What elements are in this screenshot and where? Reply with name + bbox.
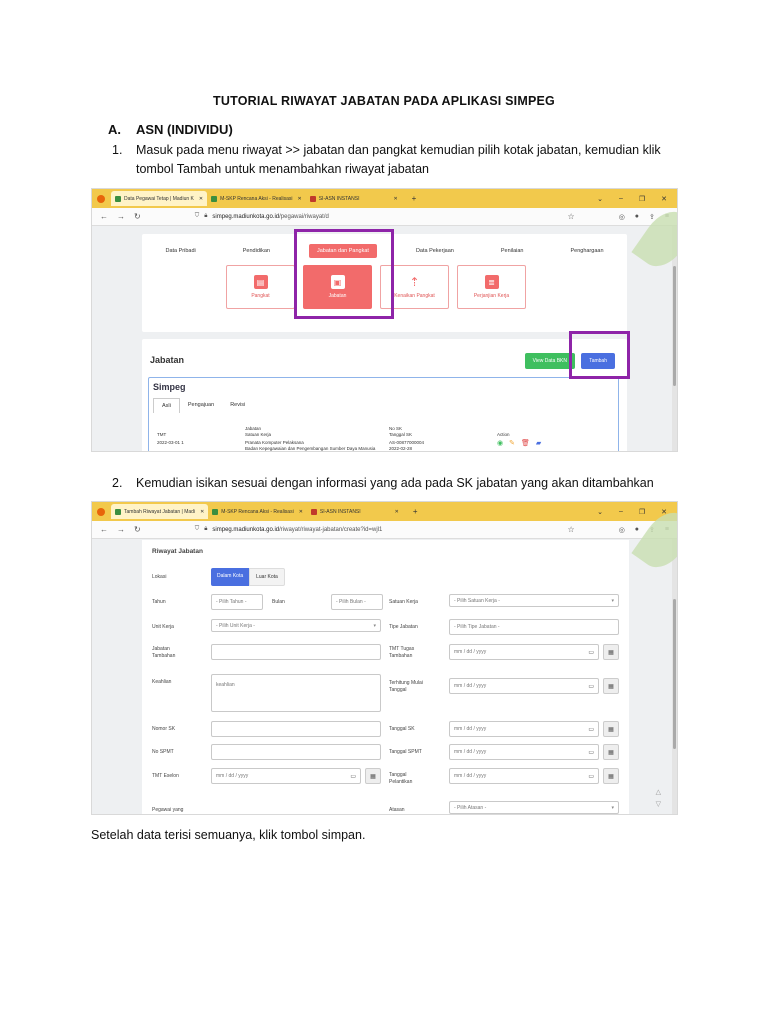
simpeg-title: Simpeg (153, 382, 186, 392)
new-tab-icon[interactable]: + (411, 194, 417, 203)
label-terhitung-mulai-tanggal: Terhitung Mulai Tanggal (389, 680, 423, 693)
firefox-icon (97, 195, 105, 203)
step-2 (112, 474, 692, 493)
highlight-jabatan (294, 229, 394, 319)
dalam-kota-button[interactable]: Dalam Kota (211, 568, 249, 586)
step-2-text: Kemudian isikan sesuai dengan informasi yang ada pada SK jabatan yang akan ditambahkan (136, 476, 654, 490)
tab-data-pekerjaan[interactable]: Data Pekerjaan (415, 248, 454, 254)
browser-tab[interactable]: M-SKP Rencana Aksi - Realisasi ✕ (207, 191, 306, 206)
tab-jabatan-dan-pangkat[interactable]: Jabatan dan Pangkat (309, 244, 377, 258)
pocket-icon[interactable]: ◎ (618, 213, 625, 221)
calendar-button[interactable]: ▦ (603, 721, 619, 737)
label-tipe-jabatan: Tipe Jabatan (389, 624, 418, 630)
new-tab-icon[interactable]: + (412, 507, 418, 516)
shield-icon: ⛉ (194, 213, 200, 219)
calendar-button[interactable]: ▦ (603, 744, 619, 760)
close-icon[interactable]: ✕ (297, 195, 302, 202)
pocket-icon[interactable]: ◎ (618, 526, 625, 534)
label-keahlian: Keahlian (152, 679, 172, 685)
favicon-icon (310, 196, 316, 202)
nav-buttons (92, 212, 149, 221)
browser-tab[interactable]: SI-ASN INSTANSI ✕ (307, 504, 403, 519)
unit-kerja-select[interactable]: - Pilih Unit Kerja - ▾ (211, 619, 381, 632)
tab-pengajuan[interactable]: Pengajuan (187, 402, 215, 408)
label-satuan-kerja: Satuan Kerja (389, 599, 418, 605)
view-data-bkn-button[interactable]: View Data BKN (525, 353, 575, 369)
screenshot-riwayat-jabatan (91, 188, 678, 452)
label-tmt-tugas-tambahan: TMT Tugas Tambahan (389, 646, 415, 659)
calendar-icon[interactable]: ▭ (588, 773, 594, 780)
scrollbar[interactable] (672, 539, 677, 814)
firefox-icon (97, 508, 105, 516)
forward-icon[interactable]: → (117, 212, 125, 221)
section-heading (108, 122, 233, 137)
jabatan-tambahan-input[interactable] (211, 644, 381, 660)
screenshot-form-riwayat-jabatan (91, 501, 678, 815)
tab-penilaian[interactable]: Penilaian (500, 248, 524, 254)
tmt-tugas-tambahan-date[interactable]: mm / dd / yyyy ▭ (449, 644, 599, 660)
browser-tabbar (92, 502, 677, 521)
keahlian-textarea[interactable]: keahlian (211, 674, 381, 712)
label-tanggal-spmt: Tanggal SPMT (389, 749, 422, 755)
nav-buttons (92, 525, 149, 534)
step-2-number: 2. (112, 476, 123, 490)
address-field[interactable]: ⛉ 🔒︎ simpeg.madiunkota.go.id/riwayat/riwayat-jabatan/create?id=wjl1 ☆ (194, 525, 575, 534)
chevron-down-icon[interactable]: ⌄ (597, 195, 603, 203)
tahun-select[interactable]: - Pilih Tahun - (211, 594, 263, 610)
calendar-icon[interactable]: ▭ (588, 726, 594, 733)
tab-revisi[interactable]: Revisi (230, 402, 246, 408)
tile-jabatan[interactable]: ▣ Jabatan (303, 265, 372, 309)
browser-tab[interactable]: Data Pegawai Tetap | Madiun K ✕ (111, 191, 207, 206)
badge-icon: ▣ (331, 275, 345, 289)
tanggal-spmt-date[interactable]: mm / dd / yyyy ▭ (449, 744, 599, 760)
chevron-down-icon[interactable]: ⌄ (597, 508, 603, 516)
calendar-icon[interactable]: ▭ (350, 773, 356, 780)
atasan-select[interactable]: - Pilih Atasan - ▾ (449, 801, 619, 814)
calendar-button[interactable]: ▦ (365, 768, 381, 784)
step-1-text: Masuk pada menu riwayat >> jabatan dan pangkat kemudian pilih kotak jabatan, kemudian klik tombol Tambah untuk menambahkan riwayat jabatan (136, 143, 661, 176)
star-icon[interactable]: ☆ (567, 212, 575, 221)
terhitung-mulai-date[interactable]: mm / dd / yyyy ▭ (449, 678, 599, 694)
favicon-icon (115, 509, 121, 515)
row-actions (497, 439, 541, 447)
calendar-button[interactable]: ▦ (603, 768, 619, 784)
extension-icon[interactable]: ● (634, 525, 640, 533)
browser-tab[interactable]: SI-ASN INSTANSI ✕ (306, 191, 402, 206)
label-tahun: Tahun (152, 599, 166, 605)
tambah-button[interactable]: Tambah (581, 353, 615, 369)
document-icon: ≣ (485, 275, 499, 289)
luar-kota-button[interactable]: Luar Kota (249, 568, 285, 586)
lock-icon: 🔒︎ (204, 526, 208, 532)
restore-icon[interactable]: ❐ (638, 195, 646, 203)
tipe-jabatan-select[interactable]: - Pilih Tipe Jabatan - (449, 619, 619, 635)
tile-pangkat[interactable]: ▤ Pangkat (226, 265, 295, 309)
form-title: Riwayat Jabatan (152, 548, 203, 555)
closing-text: Setelah data terisi semuanya, klik tombol simpan. (91, 828, 366, 842)
browser-tabbar (92, 189, 677, 208)
browser-tab[interactable]: M-SKP Rencana Aksi - Realisasi ✕ (208, 504, 307, 519)
reload-icon[interactable]: ↻ (134, 212, 141, 221)
eye-icon[interactable]: ◉ (497, 440, 504, 447)
jabatan-card (142, 339, 627, 452)
pencil-icon[interactable]: ✎ (509, 440, 515, 447)
lock-icon: 🔒︎ (204, 213, 208, 219)
calendar-icon[interactable]: ▭ (588, 749, 594, 756)
reload-icon[interactable]: ↻ (134, 525, 141, 534)
section-title: ASN (INDIVIDU) (136, 122, 233, 137)
triangle-up-icon[interactable]: △ (655, 789, 661, 796)
id-card-icon: ▤ (254, 275, 268, 289)
url-bar (92, 208, 677, 226)
share-icon[interactable]: ⇪ (649, 213, 655, 221)
forward-icon[interactable]: → (117, 525, 125, 534)
calendar-button[interactable]: ▦ (603, 678, 619, 694)
document-title: TUTORIAL RIWAYAT JABATAN PADA APLIKASI SIMPEG (213, 94, 555, 108)
minimize-icon[interactable]: – (618, 507, 623, 515)
chat-icon[interactable]: ▰ (535, 440, 542, 447)
tile-kenaikan-pangkat[interactable]: ⇡ Kenaikan Pangkat (380, 265, 449, 309)
no-spmt-input[interactable] (211, 744, 381, 760)
satuan-kerja-select[interactable]: - Pilih Satuan Kerja - ▾ (449, 594, 619, 607)
close-icon[interactable]: ✕ (198, 195, 204, 202)
label-lokasi: Lokasi (152, 574, 167, 580)
tmt-eselon-date[interactable]: mm / dd / yyyy ▭ (211, 768, 361, 784)
window-controls (597, 195, 677, 203)
step-1 (112, 141, 692, 179)
label-no-spmt: No SPMT (152, 749, 174, 755)
tab-pendidikan[interactable]: Pendidikan (242, 248, 270, 254)
sort-up-icon: ⇡ (409, 275, 420, 289)
back-icon[interactable]: ← (100, 212, 108, 221)
simpeg-tabs (153, 398, 253, 413)
form-riwayat-jabatan (142, 540, 629, 815)
highlight-tambah (569, 331, 630, 379)
tab-data-pribadi[interactable]: Data Pribadi (165, 248, 196, 254)
url-bar (92, 521, 677, 539)
label-atasan: Atasan (389, 807, 405, 813)
nomor-sk-input[interactable] (211, 721, 381, 737)
close-icon[interactable]: ✕ (661, 508, 667, 516)
address-field[interactable]: ⛉ 🔒︎ simpeg.madiunkota.go.id/pegawai/riwayat/d ☆ (194, 212, 575, 221)
favicon-icon (311, 509, 317, 515)
label-tanggal-sk: Tanggal SK (389, 726, 415, 732)
bulan-select[interactable]: - Pilih Bulan - (331, 594, 383, 610)
label-bulan: Bulan (272, 599, 285, 605)
calendar-icon[interactable]: ▭ (588, 683, 594, 690)
close-icon[interactable]: ✕ (298, 508, 303, 515)
tanggal-pelantikan-date[interactable]: mm / dd / yyyy ▭ (449, 768, 599, 784)
label-unit-kerja: Unit Kerja (152, 624, 174, 630)
back-icon[interactable]: ← (100, 525, 108, 534)
label-tmt-eselon: TMT Eselon (152, 773, 179, 779)
favicon-icon (212, 509, 218, 515)
step-1-number: 1. (112, 143, 123, 157)
browser-tab[interactable]: Tambah Riwayat Jabatan | Madi ✕ (111, 504, 208, 519)
jabatan-title: Jabatan (150, 355, 185, 365)
simpeg-panel: Simpeg Asli Pengajuan Revisi TMT Jabatan Satuan Kerja No SK Tanggal SK Action 2022-03-01 1 Pranata Komputer Pelaksana Badan Kepegawaian dan Pengembangan Sumber Daya Manusia AS-00877000004 2022-02-28 ◉ ✎ 🗑︎ ▰ (148, 377, 619, 452)
tab-penghargaan[interactable]: Penghargaan (570, 248, 604, 254)
close-icon[interactable]: ✕ (661, 195, 667, 203)
restore-icon[interactable]: ❐ (638, 508, 646, 516)
lokasi-toggle (211, 568, 285, 586)
tanggal-sk-date[interactable]: mm / dd / yyyy ▭ (449, 721, 599, 737)
favicon-icon (211, 196, 217, 202)
triangle-down-icon[interactable]: ▽ (655, 801, 661, 808)
close-icon[interactable]: ✕ (394, 508, 399, 515)
favicon-icon (115, 196, 121, 202)
star-icon[interactable]: ☆ (567, 525, 575, 534)
minimize-icon[interactable]: – (618, 194, 623, 202)
trash-icon[interactable]: 🗑︎ (520, 440, 530, 447)
close-icon[interactable]: ✕ (393, 195, 398, 202)
label-pegawai-yang: Pegawai yang (152, 807, 184, 813)
tile-perjanjian-kerja[interactable]: ≣ Perjanjian Kerja (457, 265, 526, 309)
label-jabatan-tambahan: Jabatan Tambahan (152, 646, 176, 659)
tab-asli[interactable]: Asli (153, 398, 180, 413)
label-nomor-sk: Nomor SK (152, 726, 176, 732)
label-tanggal-pelantikan: Tanggal Pelantikan (389, 772, 413, 785)
calendar-button[interactable]: ▦ (603, 644, 619, 660)
shield-icon: ⛉ (194, 526, 200, 532)
close-icon[interactable]: ✕ (200, 508, 205, 515)
extension-icon[interactable]: ● (634, 212, 640, 220)
calendar-icon[interactable]: ▭ (588, 649, 594, 656)
section-label: A. (108, 122, 121, 137)
